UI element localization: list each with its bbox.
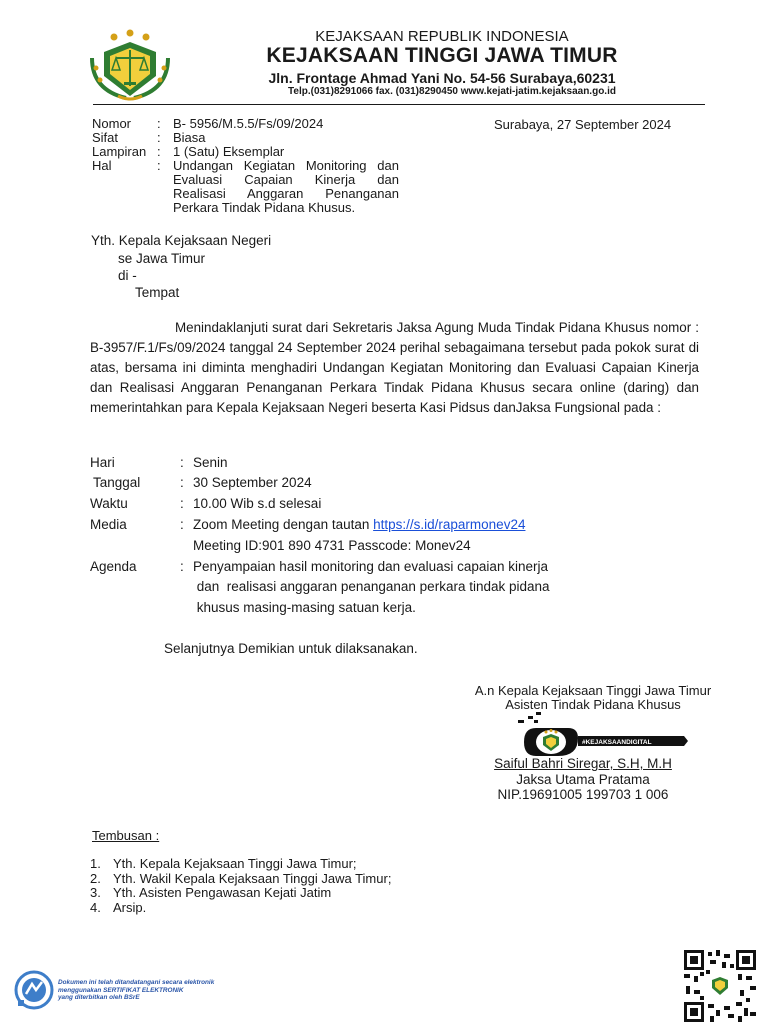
meeting-id-passcode: Meeting ID:901 890 4731 Passcode: Monev24 xyxy=(193,538,471,553)
detail-label-media: Media xyxy=(90,517,127,532)
signatory-nip: NIP.19691005 199703 1 006 xyxy=(497,787,669,802)
esign-footnote xyxy=(58,979,248,1002)
tembusan-item: Yth. Wakil Kepala Kejaksaan Tinggi Jawa Timur; xyxy=(113,871,392,886)
field-colon: : xyxy=(157,116,161,131)
letterhead-office: KEJAKSAAN TINGGI JAWA TIMUR xyxy=(266,44,618,67)
digital-signature-stamp-icon xyxy=(508,710,692,762)
bsre-seal-icon xyxy=(14,970,54,1010)
signature-title: A.n Kepala Kejaksaan Tinggi Jawa Timur xyxy=(474,683,712,698)
recipient-line: Yth. Kepala Kejaksaan Negeri xyxy=(91,233,272,248)
detail-colon: : xyxy=(180,496,184,511)
zoom-meeting-link[interactable]: https://s.id/raparmonev24 xyxy=(373,517,526,532)
field-colon: : xyxy=(157,130,161,145)
agenda-line: dan realisasi anggaran penanganan perkara tindak pidana xyxy=(193,579,550,594)
detail-label-tanggal: Tanggal xyxy=(93,475,141,490)
field-colon: : xyxy=(157,144,161,159)
field-value-hal-line: Undangan Kegiatan Monitoring dan xyxy=(173,158,399,173)
field-value-hal-line: Evaluasi Capaian Kinerja dan xyxy=(173,172,399,187)
field-value-hal-line: Realisasi Anggaran Penanganan xyxy=(173,186,399,201)
letterhead-address: Jln. Frontage Ahmad Yani No. 54-56 Surabaya,60231 xyxy=(268,70,616,86)
tembusan-heading: Tembusan : xyxy=(92,828,160,843)
tembusan-number: 4. xyxy=(90,900,101,915)
field-value-lampiran: 1 (Satu) Eksemplar xyxy=(173,144,285,159)
qr-code-icon xyxy=(684,950,756,1022)
detail-value-media xyxy=(193,517,525,532)
closing-sentence: Selanjutnya Demikian untuk dilaksanakan. xyxy=(164,641,418,656)
tembusan-item: Arsip. xyxy=(113,900,147,915)
body-paragraph-text: Menindaklanjuti surat dari Sekretaris Jaksa Agung Muda Tindak Pidana Khusus nomor : B-3957/F.1/Fs/09/2024 tanggal 24 September 2024 perihal sebagaimana tersebut pada pokok surat di atas, bersama ini diminta menghadiri Undangan Kegiatan Monitoring dan Evaluasi Capaian Kinerja dan Realisasi Anggaran Penanganan Perkara Tindak Pidana Khusus secara online (daring) dan memerintahkan para Kepala Kejaksaan Negeri beserta Kasi Pidsus danJaksa Fungsional pada : xyxy=(90,320,699,415)
detail-value-hari: Senin xyxy=(193,455,228,470)
agenda-line: Penyampaian hasil monitoring dan evaluasi capaian kinerja xyxy=(193,559,548,574)
recipient-line: Tempat xyxy=(135,285,180,300)
place-and-date: Surabaya, 27 September 2024 xyxy=(494,117,672,132)
recipient-line: di - xyxy=(118,268,137,283)
detail-colon: : xyxy=(180,475,184,490)
field-value-hal-line: Perkara Tindak Pidana Khusus. xyxy=(173,200,356,215)
detail-label-hari: Hari xyxy=(90,455,115,470)
tembusan-number: 2. xyxy=(90,871,101,886)
signatory-name: Saiful Bahri Siregar, S.H, M.H xyxy=(494,756,672,771)
stamp-text: #KEJAKSAANDIGITAL xyxy=(582,739,652,746)
signatory-rank: Jaksa Utama Pratama xyxy=(516,772,650,787)
letterhead-divider xyxy=(93,104,705,105)
letterhead-institution: KEJAKSAAN REPUBLIK INDONESIA xyxy=(315,28,569,45)
detail-label-agenda: Agenda xyxy=(90,559,137,574)
agenda-line: khusus masing-masing satuan kerja. xyxy=(193,600,416,615)
field-value-sifat: Biasa xyxy=(173,130,206,145)
kejaksaan-emblem-icon xyxy=(88,28,172,102)
detail-colon: : xyxy=(180,455,184,470)
footnote-line: Dokumen ini telah ditandatangani secara elektronik xyxy=(58,979,215,986)
media-prefix: Zoom Meeting dengan tautan xyxy=(193,517,374,532)
footnote-line: yang diterbitkan oleh BSrE xyxy=(58,994,140,1002)
tembusan-item: Yth. Asisten Pengawasan Kejati Jatim xyxy=(113,885,332,900)
tembusan-number: 1. xyxy=(90,856,101,871)
footnote-line: menggunakan SERTIFIKAT ELEKTRONIK xyxy=(58,986,184,994)
recipient-line: se Jawa Timur xyxy=(118,251,206,266)
field-value-nomor: B- 5956/M.5.5/Fs/09/2024 xyxy=(173,116,324,131)
detail-label-waktu: Waktu xyxy=(90,496,128,511)
detail-colon: : xyxy=(180,559,184,574)
detail-colon: : xyxy=(180,517,184,532)
tembusan-item: Yth. Kepala Kejaksaan Tinggi Jawa Timur; xyxy=(113,856,357,871)
field-label-sifat: Sifat xyxy=(92,130,119,145)
letterhead-contact: Telp.(031)8291066 fax. (031)8290450 www.kejati-jatim.kejaksaan.go.id xyxy=(288,86,616,97)
body-paragraph xyxy=(90,318,699,418)
field-label-nomor: Nomor xyxy=(92,116,132,131)
field-colon: : xyxy=(157,158,161,173)
signature-position: Asisten Tindak Pidana Khusus xyxy=(505,697,681,712)
field-label-lampiran: Lampiran xyxy=(92,144,147,159)
field-label-hal: Hal xyxy=(92,158,112,173)
detail-value-waktu: 10.00 Wib s.d selesai xyxy=(193,496,322,511)
tembusan-number: 3. xyxy=(90,885,101,900)
detail-value-tanggal: 30 September 2024 xyxy=(193,475,312,490)
